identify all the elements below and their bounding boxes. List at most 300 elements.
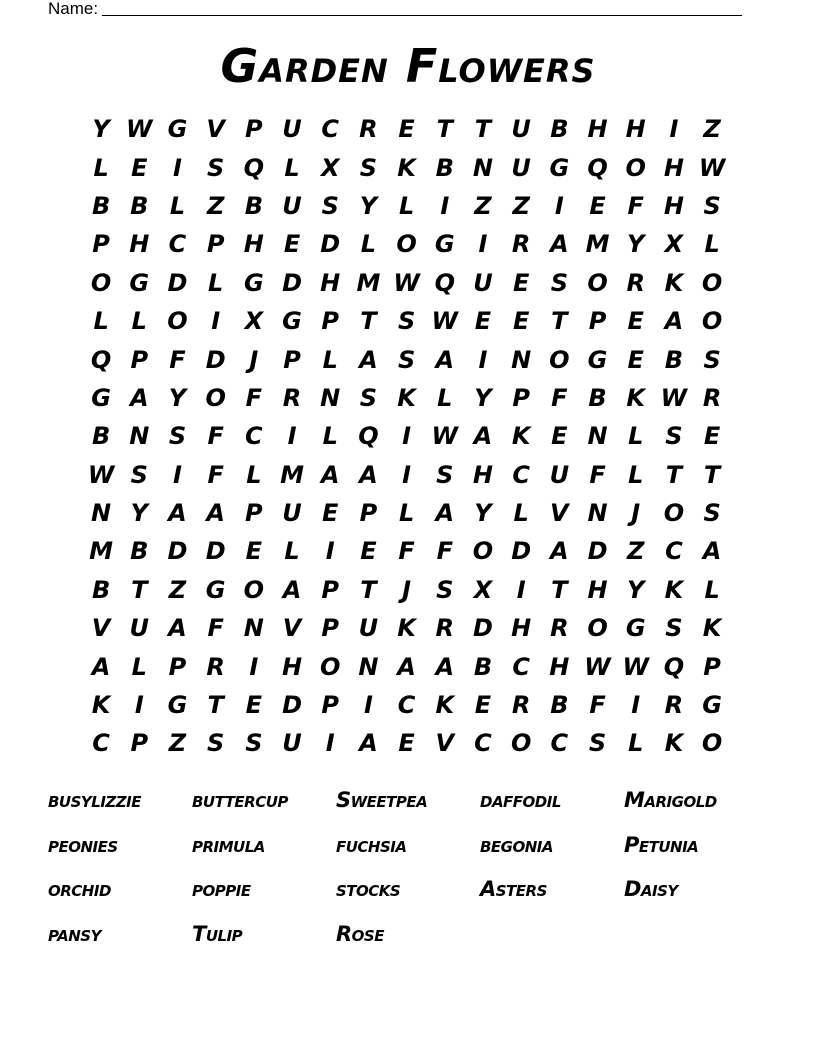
grid-letter[interactable]: P: [130, 345, 149, 374]
grid-letter[interactable]: H: [549, 652, 570, 681]
grid-letter[interactable]: T: [703, 460, 721, 489]
grid-letter[interactable]: Z: [512, 191, 530, 220]
grid-letter[interactable]: Q: [587, 153, 608, 182]
grid-letter[interactable]: L: [628, 729, 644, 758]
grid-letter[interactable]: E: [322, 499, 339, 528]
grid-letter[interactable]: L: [704, 575, 720, 604]
grid-letter[interactable]: L: [513, 499, 529, 528]
grid-letter[interactable]: Q: [663, 652, 685, 681]
grid-letter[interactable]: E: [398, 729, 415, 758]
grid-letter[interactable]: A: [435, 652, 455, 681]
grid-letter[interactable]: I: [402, 422, 412, 451]
grid-letter[interactable]: R: [359, 115, 378, 144]
grid-letter[interactable]: H: [511, 614, 532, 643]
grid-letter[interactable]: I: [173, 153, 182, 182]
grid-letter[interactable]: H: [129, 230, 150, 259]
grid-letter[interactable]: O: [549, 345, 570, 374]
grid-letter[interactable]: I: [173, 460, 182, 489]
grid-letter[interactable]: I: [325, 729, 335, 758]
grid-letter[interactable]: T: [360, 575, 377, 604]
grid-letter[interactable]: E: [283, 230, 301, 259]
grid-letter[interactable]: E: [703, 422, 721, 451]
grid-letter[interactable]: P: [130, 729, 149, 758]
grid-letter[interactable]: R: [511, 230, 531, 259]
grid-letter[interactable]: O: [396, 230, 417, 259]
grid-letter[interactable]: A: [397, 652, 416, 681]
grid-letter[interactable]: G: [205, 575, 226, 604]
grid-letter[interactable]: D: [167, 268, 188, 297]
grid-letter[interactable]: W: [698, 153, 726, 182]
grid-letter[interactable]: I: [516, 575, 526, 604]
grid-letter[interactable]: C: [397, 691, 416, 720]
grid-letter[interactable]: G: [167, 115, 188, 144]
grid-letter[interactable]: S: [130, 460, 148, 489]
grid-letter[interactable]: A: [550, 230, 569, 259]
grid-letter[interactable]: W: [126, 115, 153, 144]
word-list-item: fuchsia: [336, 832, 407, 857]
word-list-item: poppie: [192, 877, 251, 902]
grid-letter[interactable]: K: [702, 614, 722, 643]
grid-letter[interactable]: S: [245, 729, 263, 758]
grid-letter[interactable]: A: [359, 729, 378, 758]
grid-letter[interactable]: F: [436, 537, 453, 566]
grid-letter[interactable]: K: [664, 268, 684, 297]
grid-letter[interactable]: I: [211, 307, 221, 336]
grid-letter[interactable]: C: [512, 460, 530, 489]
grid-letter[interactable]: O: [510, 729, 532, 758]
grid-letter[interactable]: T: [551, 575, 568, 604]
grid-letter[interactable]: I: [325, 537, 335, 566]
grid-letter[interactable]: P: [321, 307, 340, 336]
grid-letter[interactable]: S: [359, 153, 378, 182]
grid-letter[interactable]: I: [287, 422, 297, 451]
grid-letter[interactable]: P: [359, 499, 378, 528]
grid-letter[interactable]: F: [551, 383, 568, 412]
grid-letter[interactable]: U: [511, 115, 531, 144]
grid-letter[interactable]: D: [511, 537, 532, 566]
grid-letter[interactable]: R: [206, 652, 225, 681]
grid-letter[interactable]: M: [280, 460, 304, 489]
grid-letter[interactable]: K: [664, 575, 684, 604]
grid-letter[interactable]: X: [664, 230, 684, 259]
grid-letter[interactable]: L: [322, 422, 338, 451]
grid-letter[interactable]: A: [168, 614, 187, 643]
grid-letter[interactable]: Z: [703, 115, 721, 144]
grid-letter[interactable]: C: [245, 422, 263, 451]
grid-letter[interactable]: C: [512, 652, 530, 681]
letter-grid: [82, 110, 732, 763]
grid-letter[interactable]: C: [92, 729, 110, 758]
grid-letter[interactable]: V: [206, 115, 225, 144]
grid-letter[interactable]: Y: [474, 383, 492, 412]
grid-letter[interactable]: T: [436, 115, 453, 144]
grid-letter[interactable]: U: [358, 614, 379, 643]
grid-letter[interactable]: F: [207, 460, 224, 489]
grid-letter[interactable]: L: [284, 537, 300, 566]
grid-letter[interactable]: A: [320, 460, 340, 489]
grid-letter[interactable]: I: [478, 230, 488, 259]
grid-letter[interactable]: I: [440, 191, 450, 220]
grid-letter[interactable]: O: [587, 268, 608, 297]
grid-letter[interactable]: K: [91, 691, 111, 720]
grid-letter[interactable]: I: [554, 191, 564, 220]
grid-letter[interactable]: D: [282, 691, 302, 720]
word-list-row: [48, 778, 788, 823]
grid-letter[interactable]: G: [625, 614, 646, 643]
grid-letter[interactable]: E: [131, 153, 148, 182]
grid-letter[interactable]: L: [360, 230, 377, 259]
grid-letter[interactable]: S: [550, 268, 568, 297]
grid-letter[interactable]: J: [249, 345, 259, 374]
grid-letter[interactable]: Z: [627, 537, 645, 566]
grid-letter[interactable]: O: [243, 575, 265, 604]
grid-letter[interactable]: G: [702, 691, 722, 720]
grid-letter[interactable]: H: [587, 115, 608, 144]
grid-letter[interactable]: S: [436, 575, 454, 604]
grid-letter[interactable]: I: [402, 460, 412, 489]
grid-letter[interactable]: N: [358, 652, 379, 681]
grid-letter[interactable]: U: [282, 115, 302, 144]
grid-letter[interactable]: A: [91, 652, 111, 681]
grid-letter[interactable]: O: [625, 153, 646, 182]
grid-letter[interactable]: E: [512, 307, 530, 336]
grid-letter[interactable]: I: [669, 115, 679, 144]
grid-letter[interactable]: E: [627, 307, 644, 336]
grid-letter[interactable]: G: [587, 345, 608, 374]
grid-letter[interactable]: K: [511, 422, 531, 451]
grid-letter[interactable]: G: [434, 230, 455, 259]
grid-letter[interactable]: E: [474, 307, 492, 336]
grid-letter[interactable]: L: [628, 460, 644, 489]
grid-letter[interactable]: D: [282, 268, 302, 297]
grid-letter[interactable]: I: [249, 652, 259, 681]
grid-letter[interactable]: V: [435, 729, 455, 758]
grid-letter[interactable]: D: [587, 537, 608, 566]
grid-letter[interactable]: E: [245, 537, 263, 566]
grid-letter[interactable]: M: [356, 268, 381, 297]
grid-letter[interactable]: A: [550, 537, 569, 566]
grid-letter[interactable]: X: [320, 153, 340, 182]
grid-letter[interactable]: Z: [168, 729, 187, 758]
grid-letter[interactable]: L: [628, 422, 644, 451]
grid-letter[interactable]: C: [665, 537, 683, 566]
grid-letter[interactable]: Q: [358, 422, 379, 451]
grid-letter[interactable]: S: [665, 422, 683, 451]
grid-letter[interactable]: E: [627, 345, 644, 374]
grid-letter[interactable]: A: [359, 460, 378, 489]
grid-letter[interactable]: S: [703, 499, 721, 528]
grid-letter[interactable]: P: [512, 383, 530, 412]
grid-letter[interactable]: H: [281, 652, 303, 681]
grid-letter[interactable]: E: [512, 268, 530, 297]
grid-letter[interactable]: G: [91, 383, 111, 412]
grid-letter[interactable]: A: [206, 499, 225, 528]
grid-letter[interactable]: F: [207, 422, 224, 451]
grid-letter[interactable]: I: [363, 691, 373, 720]
grid-letter[interactable]: B: [130, 191, 149, 220]
grid-letter[interactable]: B: [473, 652, 493, 681]
grid-letter[interactable]: H: [472, 460, 494, 489]
grid-letter[interactable]: P: [588, 307, 607, 336]
grid-letter[interactable]: O: [472, 537, 494, 566]
grid-letter[interactable]: D: [473, 614, 493, 643]
grid-letter[interactable]: F: [589, 691, 606, 720]
grid-row: [82, 302, 732, 340]
grid-letter[interactable]: N: [91, 499, 112, 528]
grid-letter[interactable]: Y: [627, 575, 645, 604]
grid-letter[interactable]: B: [130, 537, 149, 566]
grid-letter[interactable]: N: [320, 383, 341, 412]
grid-letter[interactable]: J: [402, 575, 412, 604]
grid-letter[interactable]: B: [550, 115, 569, 144]
grid-letter[interactable]: Y: [92, 115, 110, 144]
grid-letter[interactable]: K: [664, 729, 684, 758]
grid-letter[interactable]: W: [431, 422, 459, 451]
grid-letter[interactable]: D: [205, 537, 226, 566]
grid-letter[interactable]: E: [360, 537, 377, 566]
grid-letter[interactable]: G: [167, 691, 188, 720]
grid-letter[interactable]: S: [703, 191, 721, 220]
grid-letter[interactable]: I: [134, 691, 144, 720]
grid-letter[interactable]: S: [207, 729, 225, 758]
grid-letter[interactable]: O: [701, 268, 723, 297]
grid-letter[interactable]: G: [243, 268, 264, 297]
grid-letter[interactable]: G: [129, 268, 150, 297]
grid-row: [82, 609, 732, 647]
grid-letter[interactable]: S: [665, 614, 683, 643]
grid-letter[interactable]: N: [587, 422, 608, 451]
grid-letter[interactable]: T: [207, 691, 224, 720]
grid-letter[interactable]: W: [660, 383, 688, 412]
grid-letter[interactable]: L: [437, 383, 453, 412]
grid-letter[interactable]: U: [549, 460, 570, 489]
grid-letter[interactable]: F: [207, 614, 224, 643]
grid-letter[interactable]: W: [584, 652, 611, 681]
grid-letter[interactable]: O: [701, 729, 723, 758]
grid-letter[interactable]: V: [550, 499, 569, 528]
grid-letter[interactable]: T: [665, 460, 683, 489]
grid-letter[interactable]: Y: [359, 191, 378, 220]
grid-letter[interactable]: K: [397, 614, 416, 643]
grid-letter[interactable]: S: [588, 729, 607, 758]
grid-letter[interactable]: U: [282, 499, 302, 528]
grid-letter[interactable]: E: [474, 691, 492, 720]
grid-letter[interactable]: P: [283, 345, 301, 374]
grid-letter[interactable]: P: [321, 691, 340, 720]
grid-letter[interactable]: N: [129, 422, 150, 451]
grid-letter[interactable]: F: [589, 460, 606, 489]
grid-letter[interactable]: L: [93, 307, 109, 336]
grid-letter[interactable]: I: [631, 691, 641, 720]
grid-row: [82, 340, 732, 378]
grid-letter[interactable]: L: [131, 652, 147, 681]
grid-letter[interactable]: G: [549, 153, 570, 182]
grid-letter[interactable]: L: [322, 345, 338, 374]
grid-letter[interactable]: S: [168, 422, 187, 451]
word-list-item: Tulip: [192, 921, 243, 946]
grid-letter[interactable]: U: [129, 614, 150, 643]
grid-letter[interactable]: L: [284, 153, 300, 182]
grid-letter[interactable]: L: [704, 230, 720, 259]
grid-letter[interactable]: T: [360, 307, 377, 336]
grid-letter[interactable]: S: [703, 345, 721, 374]
grid-letter[interactable]: L: [208, 268, 224, 297]
grid-letter[interactable]: Y: [130, 499, 148, 528]
grid-letter[interactable]: S: [359, 383, 378, 412]
grid-letter[interactable]: D: [167, 537, 188, 566]
grid-letter[interactable]: R: [282, 383, 302, 412]
grid-letter[interactable]: S: [321, 191, 339, 220]
grid-letter[interactable]: A: [359, 345, 378, 374]
grid-letter[interactable]: Q: [90, 345, 112, 374]
grid-letter[interactable]: H: [243, 230, 264, 259]
grid-letter[interactable]: P: [92, 230, 110, 259]
grid-letter[interactable]: U: [282, 729, 302, 758]
grid-letter[interactable]: V: [91, 614, 111, 643]
grid-letter[interactable]: A: [664, 307, 684, 336]
grid-letter[interactable]: E: [589, 191, 606, 220]
grid-letter[interactable]: W: [393, 268, 420, 297]
grid-letter[interactable]: R: [664, 691, 684, 720]
grid-letter[interactable]: L: [398, 499, 415, 528]
grid-letter[interactable]: D: [205, 345, 226, 374]
grid-letter[interactable]: Z: [206, 191, 225, 220]
grid-letter[interactable]: J: [631, 499, 641, 528]
grid-letter[interactable]: O: [205, 383, 226, 412]
grid-letter[interactable]: A: [168, 499, 187, 528]
grid-letter[interactable]: S: [397, 307, 416, 336]
grid-row: [82, 264, 732, 302]
grid-letter[interactable]: M: [89, 537, 114, 566]
grid-letter[interactable]: P: [168, 652, 187, 681]
grid-letter[interactable]: W: [622, 652, 649, 681]
grid-letter[interactable]: B: [91, 575, 111, 604]
grid-letter[interactable]: B: [664, 345, 684, 374]
grid-letter[interactable]: O: [90, 268, 112, 297]
grid-letter[interactable]: R: [702, 383, 722, 412]
grid-letter[interactable]: N: [511, 345, 532, 374]
grid-letter[interactable]: Q: [243, 153, 265, 182]
grid-letter[interactable]: H: [320, 268, 341, 297]
grid-letter[interactable]: R: [550, 614, 569, 643]
grid-letter[interactable]: U: [473, 268, 493, 297]
grid-letter[interactable]: C: [321, 115, 340, 144]
grid-letter[interactable]: O: [167, 307, 188, 336]
grid-letter[interactable]: K: [435, 691, 455, 720]
grid-letter[interactable]: B: [91, 191, 111, 220]
grid-letter[interactable]: B: [91, 422, 111, 451]
grid-letter[interactable]: F: [245, 383, 263, 412]
grid-letter[interactable]: N: [472, 153, 494, 182]
grid-letter[interactable]: P: [321, 575, 340, 604]
grid-letter[interactable]: I: [478, 345, 488, 374]
grid-letter[interactable]: B: [550, 691, 569, 720]
grid-letter[interactable]: H: [663, 191, 684, 220]
grid-letter[interactable]: X: [473, 575, 493, 604]
grid-letter[interactable]: S: [207, 153, 225, 182]
grid-letter[interactable]: Y: [627, 230, 645, 259]
grid-letter[interactable]: W: [431, 307, 459, 336]
grid-letter[interactable]: X: [244, 307, 264, 336]
grid-letter[interactable]: A: [282, 575, 302, 604]
grid-letter[interactable]: B: [244, 191, 263, 220]
grid-letter[interactable]: H: [625, 115, 646, 144]
grid-letter[interactable]: T: [551, 307, 568, 336]
grid-letter[interactable]: C: [474, 729, 492, 758]
grid-letter[interactable]: U: [282, 191, 302, 220]
grid-letter[interactable]: P: [321, 614, 340, 643]
grid-letter[interactable]: H: [663, 153, 684, 182]
grid-letter[interactable]: O: [663, 499, 685, 528]
grid-letter[interactable]: F: [627, 191, 644, 220]
grid-letter[interactable]: G: [282, 307, 302, 336]
grid-letter[interactable]: S: [436, 460, 454, 489]
grid-letter[interactable]: A: [129, 383, 149, 412]
grid-letter[interactable]: P: [206, 230, 225, 259]
grid-letter[interactable]: U: [511, 153, 531, 182]
grid-letter[interactable]: P: [245, 115, 263, 144]
grid-letter[interactable]: V: [282, 614, 302, 643]
grid-letter[interactable]: A: [435, 345, 455, 374]
name-write-in-line[interactable]: [102, 0, 742, 16]
grid-letter[interactable]: Y: [168, 383, 187, 412]
grid-letter[interactable]: C: [168, 230, 187, 259]
grid-letter[interactable]: O: [587, 614, 608, 643]
grid-letter[interactable]: L: [398, 191, 415, 220]
grid-letter[interactable]: T: [131, 575, 148, 604]
grid-letter[interactable]: W: [87, 460, 115, 489]
grid-letter[interactable]: Z: [168, 575, 187, 604]
grid-letter[interactable]: L: [246, 460, 262, 489]
grid-letter[interactable]: P: [245, 499, 263, 528]
grid-letter[interactable]: C: [550, 729, 569, 758]
grid-letter[interactable]: H: [587, 575, 608, 604]
grid-letter[interactable]: L: [169, 191, 186, 220]
grid-letter[interactable]: D: [320, 230, 341, 259]
grid-letter[interactable]: M: [585, 230, 610, 259]
grid-letter[interactable]: E: [398, 115, 415, 144]
grid-letter[interactable]: Q: [434, 268, 455, 297]
grid-letter[interactable]: O: [320, 652, 341, 681]
grid-letter[interactable]: R: [511, 691, 531, 720]
grid-letter[interactable]: B: [588, 383, 607, 412]
word-list-item: buttercup: [192, 788, 288, 813]
grid-letter[interactable]: N: [587, 499, 608, 528]
grid-letter[interactable]: K: [626, 383, 646, 412]
grid-letter[interactable]: A: [435, 499, 455, 528]
grid-letter[interactable]: A: [473, 422, 493, 451]
grid-letter[interactable]: Y: [474, 499, 492, 528]
grid-letter[interactable]: N: [243, 614, 264, 643]
grid-letter[interactable]: T: [474, 115, 492, 144]
grid-letter[interactable]: R: [435, 614, 455, 643]
grid-letter[interactable]: F: [169, 345, 186, 374]
grid-letter[interactable]: K: [397, 153, 416, 182]
grid-letter[interactable]: K: [397, 383, 416, 412]
grid-letter[interactable]: E: [551, 422, 568, 451]
grid-letter[interactable]: P: [703, 652, 721, 681]
grid-letter[interactable]: O: [701, 307, 723, 336]
grid-letter[interactable]: E: [245, 691, 263, 720]
grid-letter[interactable]: S: [397, 345, 416, 374]
grid-letter[interactable]: L: [93, 153, 109, 182]
grid-letter[interactable]: L: [131, 307, 147, 336]
grid-letter[interactable]: Z: [474, 191, 492, 220]
grid-letter[interactable]: A: [702, 537, 722, 566]
grid-letter[interactable]: B: [435, 153, 454, 182]
grid-letter[interactable]: R: [626, 268, 645, 297]
grid-letter[interactable]: F: [398, 537, 415, 566]
